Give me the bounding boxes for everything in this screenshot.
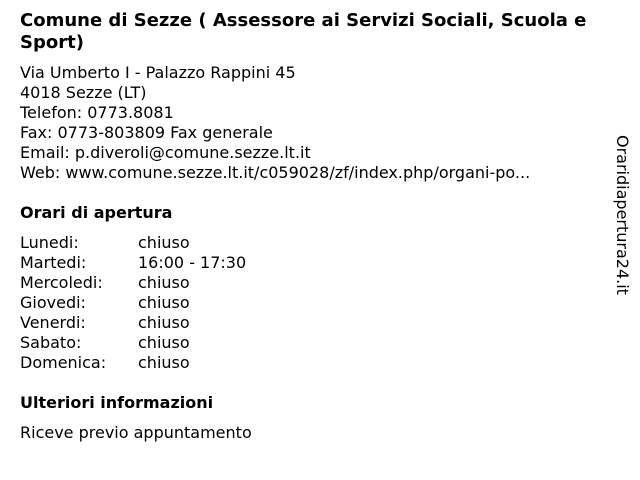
contact-block [20,63,595,183]
phone-line: Telefon: 0773.8081 [20,103,174,122]
day-label: Sabato: [20,333,82,352]
day-time: chiuso [138,333,190,352]
day-time: 16:00 - 17:30 [138,253,247,272]
hours-row-sunday [20,353,595,373]
day-label: Venerdi: [20,313,86,332]
day-time: chiuso [138,233,190,252]
fax-line: Fax: 0773-803809 Fax generale [20,123,273,142]
hours-row-friday [20,313,595,333]
web-line: Web: www.comune.sezze.lt.it/c059028/zf/index.php/organi-po... [20,163,531,182]
info-text: Riceve previo appuntamento [20,423,252,442]
hours-row-monday [20,233,595,253]
hours-row-saturday [20,333,595,353]
hours-heading: Orari di apertura [20,203,173,222]
office-title: Comune di Sezze ( Assessore ai Servizi Sociali, Scuola e Sport) [20,10,587,53]
email-line: Email: p.diveroli@comune.sezze.lt.it [20,143,311,162]
hours-table [20,233,595,373]
day-time: chiuso [138,353,190,372]
address-city: 4018 Sezze (LT) [20,83,147,102]
day-label: Lunedi: [20,233,79,252]
day-label: Giovedi: [20,293,86,312]
address-street: Via Umberto I - Palazzo Rappini 45 [20,63,296,82]
hours-row-thursday [20,293,595,313]
info-heading: Ulteriori informazioni [20,393,214,412]
day-label: Mercoledi: [20,273,103,292]
day-time: chiuso [138,273,190,292]
day-time: chiuso [138,293,190,312]
hours-row-wednesday [20,273,595,293]
office-card [20,0,595,443]
day-time: chiuso [138,313,190,332]
hours-row-tuesday [20,253,595,273]
site-brand-vertical: Oraridiapertura24.it [613,135,632,295]
day-label: Domenica: [20,353,107,372]
day-label: Martedi: [20,253,87,272]
